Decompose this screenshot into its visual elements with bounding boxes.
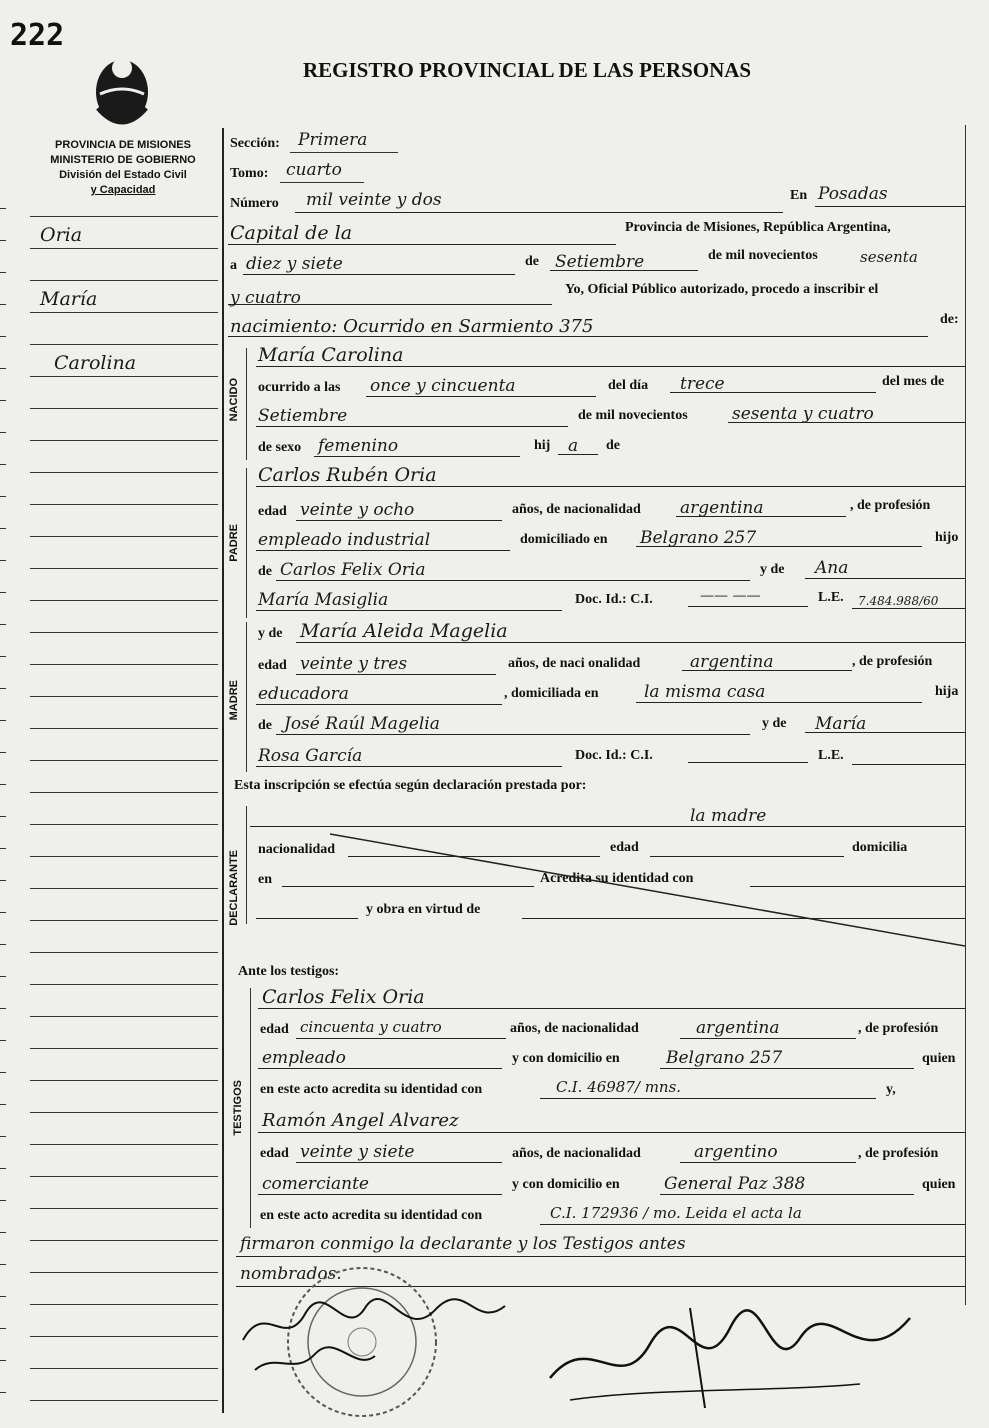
seccion-value: Primera — [298, 130, 368, 150]
margin-edge-tick — [0, 432, 6, 433]
testigo2-dom-line — [660, 1194, 914, 1195]
en-label: En — [790, 188, 808, 203]
padre-madre: María Masiglia — [258, 590, 389, 610]
testigo1-edad: cincuenta y cuatro — [300, 1018, 442, 1036]
margin-rule-line — [30, 856, 218, 857]
seccion-line — [290, 152, 398, 153]
margin-rule-line — [30, 376, 218, 377]
mes-acta-line — [550, 270, 698, 271]
margin-edge-tick — [0, 1168, 6, 1169]
margin-rule-line — [30, 1048, 218, 1049]
madre-y-de-label: y de — [762, 716, 787, 731]
margin-rule-line — [30, 1080, 218, 1081]
margin-edge-tick — [0, 336, 6, 337]
padre-ci-line — [688, 606, 808, 607]
capital-line — [228, 244, 616, 245]
ocurrido-label: ocurrido a las — [258, 380, 341, 395]
margin-divider — [222, 128, 224, 1413]
testigo1-anos-nac-label: años, de nacionalidad — [510, 1021, 639, 1036]
madre-prof-line — [256, 704, 502, 705]
page-number: 222 — [10, 18, 65, 53]
testigos-bracket — [250, 988, 251, 1228]
madre-ci-line — [688, 762, 808, 763]
margin-rule-line — [30, 280, 218, 281]
tomo-line — [280, 182, 364, 183]
declarante-en-label: en — [258, 872, 272, 887]
testigo2-nombre: Ramón Angel Alvarez — [262, 1110, 459, 1131]
madre-madre: Rosa García — [258, 746, 363, 766]
margin-edge-tick — [0, 528, 6, 529]
cierre-line-1 — [236, 1256, 965, 1257]
margin-rule-line — [30, 952, 218, 953]
hora-line — [366, 396, 596, 397]
madre-hija-de: José Raúl Magelia — [284, 714, 440, 734]
margin-edge-tick — [0, 208, 6, 209]
anio-acta-value: sesenta — [860, 248, 918, 266]
margin-edge-tick — [0, 400, 6, 401]
declarante-edad-label: edad — [610, 840, 639, 855]
ministry-line-4: y Capacidad — [90, 184, 156, 196]
tomo-value: cuarto — [286, 160, 342, 180]
margin-rule-line — [30, 728, 218, 729]
margin-edge-tick — [0, 848, 6, 849]
testigo1-acredita-label: en este acto acredita su identidad con — [260, 1082, 483, 1097]
seccion-label: Sección: — [230, 136, 280, 151]
hijo-label: hijo — [935, 530, 959, 545]
padre-doc-label: Doc. Id.: C.I. — [575, 592, 653, 607]
madre-hija-de-line — [276, 734, 750, 735]
testigo2-edad-line — [296, 1162, 502, 1163]
a-label: a — [230, 258, 237, 273]
madre-prof: educadora — [258, 684, 349, 704]
padre-dom-line — [636, 546, 922, 547]
margin-rule-line — [30, 600, 218, 601]
declarante-bracket — [246, 806, 247, 924]
margin-edge-tick — [0, 624, 6, 625]
ministry-line-2: MINISTERIO DE GOBIERNO — [50, 154, 196, 166]
margin-rule-line — [30, 1368, 218, 1369]
cierre-linea-1: firmaron conmigo la declarante y los Testigos antes — [240, 1234, 686, 1254]
numero-value: mil veinte y dos — [306, 190, 442, 210]
padre-le: 7.484.988/60 — [858, 594, 939, 608]
margin-rule-line — [30, 1144, 218, 1145]
madre-y-de-prefix: y de — [258, 626, 283, 641]
padre-y-de-label: y de — [760, 562, 785, 577]
margin-edge-tick — [0, 752, 6, 753]
hija-label: hija — [935, 684, 959, 699]
nacido-section-label: NACIDO — [228, 378, 240, 422]
anio-value: sesenta y cuatro — [732, 404, 874, 424]
madre-nombre: María Aleida Magelia — [300, 620, 508, 642]
madre-le-line — [852, 764, 965, 765]
mes-line — [256, 426, 568, 427]
margin-rule-line — [30, 1208, 218, 1209]
nacido-nombre-line — [256, 366, 965, 367]
margin-first-name: María — [40, 288, 98, 310]
margin-edge-tick — [0, 1360, 6, 1361]
madre-edad-line — [296, 674, 496, 675]
margin-rule-line — [30, 792, 218, 793]
margin-rule-line — [30, 760, 218, 761]
dia-value: trece — [680, 374, 725, 394]
testigo2-nombre-line — [258, 1132, 965, 1133]
margin-edge-tick — [0, 272, 6, 273]
madre-dom-line — [636, 702, 922, 703]
margin-edge-tick — [0, 1392, 6, 1393]
de-label-2: de — [606, 438, 620, 453]
padre-nac-line — [676, 516, 846, 517]
del-mes-label: del mes de — [882, 374, 945, 389]
madre-nac-line — [682, 670, 852, 671]
testigo1-dom-line — [660, 1068, 914, 1069]
testigo2-anos-nac-label: años, de nacionalidad — [512, 1146, 641, 1161]
margin-rule-line — [30, 1336, 218, 1337]
de-mil-nov-label: de mil novecientos — [578, 408, 688, 423]
madre-nombre-line — [296, 642, 965, 643]
testigo1-nac-line — [680, 1038, 856, 1039]
madre-edad-label: edad — [258, 658, 287, 673]
hora-value: once y cincuenta — [370, 376, 516, 396]
madre-le-label: L.E. — [818, 748, 844, 763]
margin-edge-tick — [0, 240, 6, 241]
margin-rule-line — [30, 1304, 218, 1305]
padre-hijo-de-line — [276, 580, 750, 581]
margin-rule-line — [30, 568, 218, 569]
inscripcion-label: Esta inscripción se efectúa según declaración prestada por: — [234, 778, 587, 793]
mes-value: Setiembre — [258, 406, 348, 426]
cierre-linea-2: nombrados. — [240, 1264, 342, 1284]
margin-rule-line — [30, 472, 218, 473]
padre-nombre: Carlos Rubén Oria — [258, 464, 437, 486]
margin-rule-line — [30, 1176, 218, 1177]
testigo1-edad-label: edad — [260, 1022, 289, 1037]
margin-edge-tick — [0, 496, 6, 497]
testigo2-ci: C.I. 172936 / mo. Leida el acta la — [550, 1204, 802, 1222]
testigo1-nac: argentina — [696, 1018, 780, 1038]
provincia-label: Provincia de Misiones, República Argentina, — [625, 220, 891, 235]
testigo2-prof: comerciante — [262, 1174, 369, 1194]
margin-rule-line — [30, 344, 218, 345]
signature-declarante — [235, 1280, 525, 1380]
padre-le-label: L.E. — [818, 590, 844, 605]
padre-edad-line — [296, 520, 502, 521]
margin-rule-line — [30, 984, 218, 985]
margin-edge-tick — [0, 1008, 6, 1009]
testigo1-quien-label: quien — [922, 1051, 956, 1066]
de-label-1: de — [525, 254, 539, 269]
margin-edge-tick — [0, 784, 6, 785]
dia-line — [670, 392, 876, 393]
madre-madre-line — [256, 766, 562, 767]
padre-prof-line — [256, 550, 510, 551]
testigo1-prof-line — [258, 1068, 502, 1069]
nacido-nombre: María Carolina — [258, 344, 404, 366]
margin-edge-tick — [0, 304, 6, 305]
de-colon-label: de: — [940, 312, 959, 327]
margin-rule-line — [30, 536, 218, 537]
hij-label: hij — [534, 438, 551, 453]
anio-line — [728, 422, 965, 423]
anio-acta-line — [228, 304, 552, 305]
margin-edge-tick — [0, 1072, 6, 1073]
padre-hijo-de: Carlos Felix Oria — [280, 560, 426, 580]
madre-y-de-line — [805, 732, 965, 733]
mes-acta-value: Setiembre — [555, 252, 645, 272]
margin-edge-tick — [0, 560, 6, 561]
margin-second-name: Carolina — [54, 352, 137, 374]
madre-y-de: María — [815, 714, 867, 734]
madre-de-label: de — [258, 718, 272, 733]
madre-section-label: MADRE — [228, 680, 240, 721]
testigo2-acredita-label: en este acto acredita su identidad con — [260, 1208, 483, 1223]
testigo1-profesion-label: , de profesión — [858, 1021, 939, 1036]
testigo1-ci: C.I. 46987/ mns. — [556, 1078, 682, 1096]
madre-dom: la misma casa — [644, 682, 766, 702]
margin-edge-tick — [0, 1296, 6, 1297]
capital-value: Capital de la — [230, 222, 353, 244]
margin-rule-line — [30, 696, 218, 697]
margin-edge-tick — [0, 1136, 6, 1137]
madre-anos-nac-label: años, de naci onalidad — [508, 656, 641, 671]
testigo1-ci-line — [540, 1098, 876, 1099]
dia-acta-value: diez y siete — [246, 254, 343, 274]
testigo2-edad: veinte y siete — [300, 1142, 415, 1162]
signature-oficial — [530, 1288, 950, 1418]
declarante-nacionalidad-label: nacionalidad — [258, 842, 336, 857]
margin-edge-tick — [0, 656, 6, 657]
testigo2-dom: General Paz 388 — [664, 1174, 806, 1194]
madre-bracket — [246, 622, 247, 772]
margin-edge-tick — [0, 912, 6, 913]
margin-rule-line — [30, 1016, 218, 1017]
declarante-section-label: DECLARANTE — [228, 850, 240, 926]
testigo2-ci-line — [540, 1224, 965, 1225]
margin-rule-line — [30, 504, 218, 505]
declarante-acredita-label: Acredita su identidad con — [540, 871, 694, 886]
padre-y-de: Ana — [815, 558, 849, 578]
margin-surname: Oria — [40, 224, 83, 246]
testigo1-dom: Belgrano 257 — [666, 1048, 783, 1068]
margin-edge-tick — [0, 1232, 6, 1233]
margin-edge-tick — [0, 720, 6, 721]
padre-anos-nac-label: años, de nacionalidad — [512, 502, 641, 517]
testigo2-quien-label: quien — [922, 1177, 956, 1192]
margin-rule-line — [30, 1240, 218, 1241]
padre-madre-line — [256, 610, 562, 611]
padre-edad: veinte y ocho — [300, 500, 415, 520]
margin-edge-tick — [0, 976, 6, 977]
padre-profesion-label: , de profesión — [850, 498, 931, 513]
testigo2-nac: argentino — [694, 1142, 778, 1162]
padre-domiciliado-label: domiciliado en — [520, 532, 608, 547]
numero-label: Número — [230, 196, 279, 211]
padre-ci: —— —— — [700, 588, 761, 604]
margin-edge-tick — [0, 368, 6, 369]
sexo-line — [314, 456, 520, 457]
margin-rule-line — [30, 216, 218, 217]
sexo-label: de sexo — [258, 440, 302, 455]
ministry-block — [28, 138, 218, 198]
padre-section-label: PADRE — [228, 524, 240, 562]
margin-edge-tick — [0, 1264, 6, 1265]
hij-suffix: a — [568, 436, 579, 456]
margin-rule-line — [30, 1272, 218, 1273]
padre-edad-label: edad — [258, 504, 287, 519]
margin-edge-tick — [0, 1104, 6, 1105]
margin-rule-line — [30, 632, 218, 633]
declarante-value: la madre — [690, 806, 767, 826]
testigo1-edad-line — [296, 1038, 506, 1039]
numero-line — [295, 212, 783, 213]
padre-nac: argentina — [680, 498, 764, 518]
testigo2-con-domicilio-label: y con domicilio en — [512, 1177, 620, 1192]
declarante-domicilia-label: domicilia — [852, 840, 908, 855]
margin-edge-tick — [0, 1200, 6, 1201]
margin-edge-tick — [0, 464, 6, 465]
margin-rule-line — [30, 248, 218, 249]
margin-rule-line — [30, 888, 218, 889]
margin-edge-tick — [0, 688, 6, 689]
margin-edge-tick — [0, 1328, 6, 1329]
ministry-line-1: PROVINCIA DE MISIONES — [55, 139, 191, 151]
testigo2-edad-label: edad — [260, 1146, 289, 1161]
coat-of-arms-emblem — [90, 46, 154, 132]
nacido-bracket — [246, 348, 247, 460]
cancel-diagonal — [250, 826, 965, 948]
margin-rule-line — [30, 408, 218, 409]
sexo-value: femenino — [318, 436, 399, 456]
margin-rule-line — [30, 312, 218, 313]
margin-rule-line — [30, 920, 218, 921]
document-title: REGISTRO PROVINCIAL DE LAS PERSONAS — [303, 58, 752, 82]
madre-profesion-label: , de profesión — [852, 654, 933, 669]
madre-nac: argentina — [690, 652, 774, 672]
ministry-line-3: División del Estado Civil — [59, 169, 187, 181]
padre-y-de-line — [805, 578, 965, 579]
padre-dom: Belgrano 257 — [640, 528, 757, 548]
margin-rule-line — [30, 824, 218, 825]
padre-prof: empleado industrial — [258, 530, 431, 550]
testigo2-nac-line — [680, 1162, 856, 1163]
right-border — [965, 125, 966, 1305]
padre-bracket — [246, 468, 247, 618]
ante-testigos-label: Ante los testigos: — [238, 964, 340, 979]
testigos-section-label: TESTIGOS — [232, 1080, 244, 1136]
testigo1-prof: empleado — [262, 1048, 346, 1068]
madre-domiciliada-label: , domiciliada en — [504, 686, 599, 701]
margin-rule-line — [30, 1400, 218, 1401]
margin-rule-line — [30, 440, 218, 441]
padre-nombre-line — [256, 486, 965, 487]
yo-oficial-label: Yo, Oficial Público autorizado, procedo a inscribir el — [565, 282, 879, 297]
margin-edge-tick — [0, 1040, 6, 1041]
declarante-obra-label: y obra en virtud de — [366, 902, 481, 917]
del-dia-label: del día — [608, 378, 649, 393]
margin-rule-line — [30, 664, 218, 665]
madre-edad: veinte y tres — [300, 654, 408, 674]
tomo-label: Tomo: — [230, 166, 269, 181]
anio-acta-value-2: y cuatro — [230, 288, 301, 308]
en-line — [815, 206, 965, 207]
testigo1-con-domicilio-label: y con domicilio en — [512, 1051, 620, 1066]
padre-le-line — [852, 608, 965, 609]
testigo2-prof-line — [258, 1194, 502, 1195]
testigo1-nombre: Carlos Felix Oria — [262, 986, 425, 1008]
testigo1-nombre-line — [258, 1008, 965, 1009]
mil-novecientos-label: de mil novecientos — [708, 248, 818, 263]
hij-line — [558, 454, 598, 455]
padre-de-label: de — [258, 564, 272, 579]
dia-acta-line — [243, 274, 515, 275]
madre-doc-label: Doc. Id.: C.I. — [575, 748, 653, 763]
en-value: Posadas — [818, 184, 888, 204]
margin-edge-tick — [0, 944, 6, 945]
margin-edge-tick — [0, 592, 6, 593]
testigo2-profesion-label: , de profesión — [858, 1146, 939, 1161]
inscribir-value: nacimiento: Ocurrido en Sarmiento 375 — [230, 316, 594, 337]
inscribir-line — [228, 336, 928, 337]
margin-edge-tick — [0, 880, 6, 881]
margin-edge-tick — [0, 816, 6, 817]
margin-rule-line — [30, 1112, 218, 1113]
testigo1-y-coma: y, — [886, 1082, 896, 1097]
